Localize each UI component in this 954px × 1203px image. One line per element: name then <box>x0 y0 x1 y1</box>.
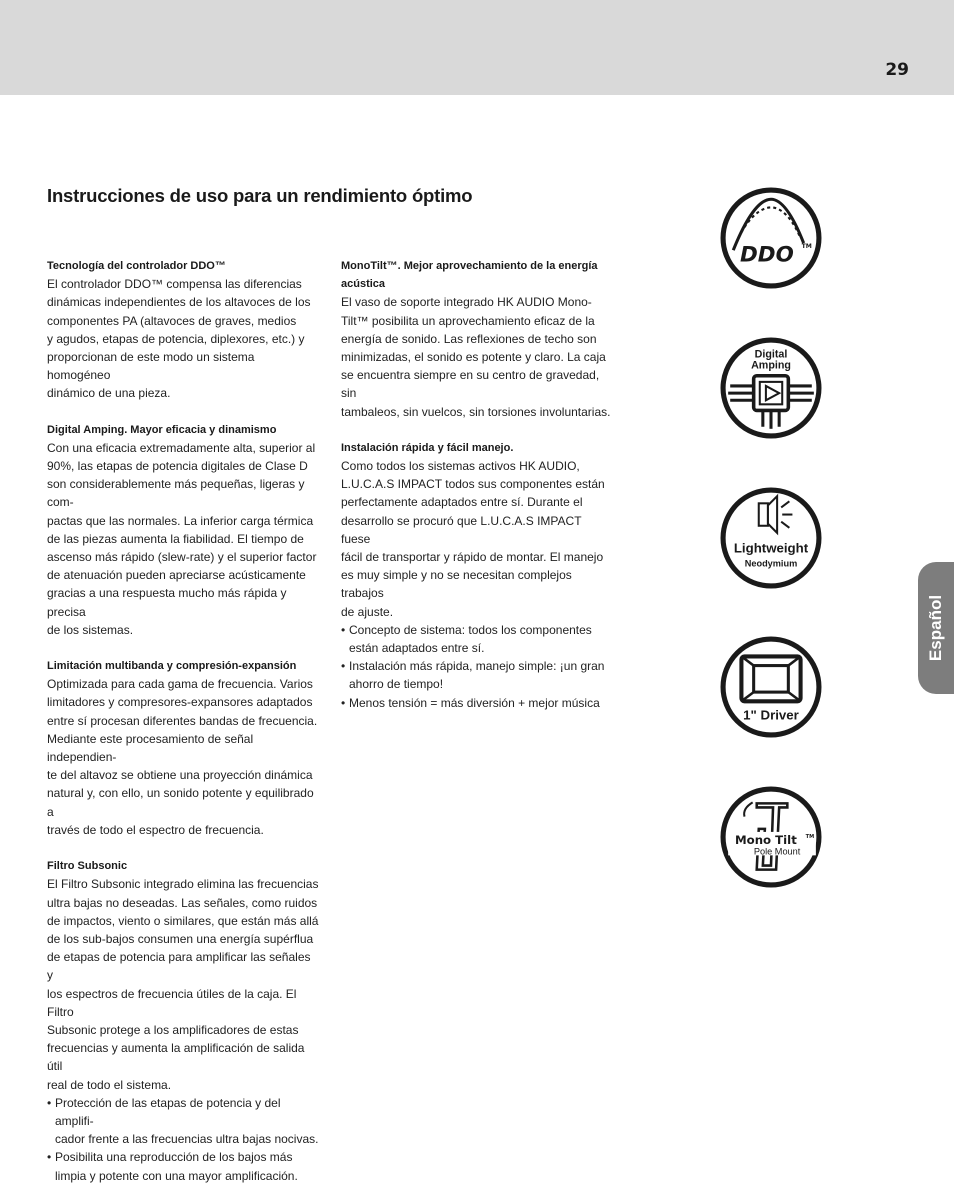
svg-text:TM: TM <box>801 243 812 251</box>
language-tab-label: Español <box>926 594 945 662</box>
page-title: Instrucciones de uso para un rendimiento óptimo <box>47 185 473 206</box>
section-body: Optimizada para cada gama de frecuencia. Varios limitadores y compresores-expansores adaptados entre sí procesan diferentes bandas de frecuencia. Mediante este procesamiento de señal independien- te del altavoz se obtiene una proyección dinámica natural y, con ello, un sonido potente y equilibrado a través de todo el espectro de frecuencia. <box>47 677 318 837</box>
list-item: • Posibilita una reproducción de los bajos más limpia y potente con una mayor amplificación. <box>47 1148 319 1184</box>
language-tab <box>918 562 954 694</box>
bullet-list <box>47 1094 319 1185</box>
svg-text:Amping: Amping <box>751 359 791 372</box>
section-body: Con una eficacia extremadamente alta, superior al 90%, las etapas de potencia digitales de Clase D son considerablemente más pequeñas, ligeras y com- pactas que las normales. La inferior carga térmica de las piezas aumenta la fiabilidad. El tiempo de ascenso más rápido (slew-rate) y el superior factor de atenuación pueden apreciarse acústicamente gracias a una respuesta mucho más rápida y precisa de los sistemas. <box>47 440 317 637</box>
ddo-logo-icon <box>720 187 822 289</box>
section-heading: MonoTilt™. Mejor aprovechamiento de la energía acústica <box>341 260 598 291</box>
section-ddo <box>47 257 319 403</box>
driver-1inch-icon <box>720 636 822 738</box>
left-column <box>47 257 319 1203</box>
section-body: Como todos los sistemas activos HK AUDIO, L.U.C.A.S IMPACT todos sus componentes están perfectamente adaptados entre sí. Durante el desarrollo se procuró que L.U.C.A.S IMPACT fuese fácil de transportar y rápido de montar. El manejo es muy simple y no se necesitan complejos trabajos de ajuste. <box>341 459 605 619</box>
svg-text:TM: TM <box>805 834 815 841</box>
svg-text:Pole Mount: Pole Mount <box>753 846 801 857</box>
page-number: 29 <box>885 60 909 80</box>
section-heading: Limitación multibanda y compresión-expansión <box>47 660 297 673</box>
section-body: El vaso de soporte integrado HK AUDIO Mono- Tilt™ posibilita un aprovechamiento eficaz de la energía de sonido. Las reflexiones de techo son minimizadas, el sonido es potente y claro. La caja se encuentra siempre en su centro de gravedad, sin tambaleos, sin vuelcos, sin torsiones involuntarias. <box>341 295 611 419</box>
section-heading: Digital Amping. Mayor eficacia y dinamismo <box>47 423 277 436</box>
svg-text:Mono Tilt: Mono Tilt <box>734 833 797 848</box>
list-item: • Menos tensión = más diversión + mejor música <box>341 694 613 712</box>
lightweight-neodymium-icon <box>720 487 822 589</box>
section-heading: Filtro Subsonic <box>47 860 128 873</box>
section-quick-install <box>341 439 613 712</box>
section-monotilt <box>341 257 613 421</box>
list-item: • Protección de las etapas de potencia y del amplifi- cador frente a las frecuencias ultra bajas nocivas. <box>47 1094 319 1149</box>
section-body: El Filtro Subsonic integrado elimina las frecuencias ultra bajas no deseadas. Las señales, como ruidos de impactos, viento o similares, que están más allá de los sub-bajos consumen una energía supérflua de etapas de potencia para amplificar las señales y los espectros de frecuencia útiles de la caja. El Filtro Subsonic protege a los amplificadores de estas frecuencias y aumenta la amplificación de salida útil real de todo el sistema. <box>47 877 319 1092</box>
svg-text:Lightweight: Lightweight <box>733 540 809 556</box>
section-heading: Instalación rápida y fácil manejo. <box>341 441 514 454</box>
ddo-logo-text: DDO <box>740 242 794 268</box>
section-heading: Tecnología del controlador DDO™ <box>47 260 226 272</box>
svg-text:Neodymium: Neodymium <box>744 558 798 569</box>
section-digital-amping <box>47 421 319 639</box>
svg-text:Digital: Digital <box>754 348 788 361</box>
mono-tilt-pole-mount-icon <box>720 786 822 888</box>
middle-column <box>341 257 613 730</box>
section-body: El controlador DDO™ compensa las diferencias dinámicas independientes de los altavoces de los componentes PA (altavoces de graves, medios y agudos, etapas de potencia, diplexores, etc.) y proporcionan de este modo un sistema homogéneo dinámico de una pieza. <box>47 277 311 401</box>
svg-text:1" Driver: 1" Driver <box>743 707 799 723</box>
bullet-list <box>341 621 613 712</box>
list-item: • Instalación más rápida, manejo simple: ¡un gran ahorro de tiempo! <box>341 657 613 693</box>
digital-amping-icon <box>720 337 822 439</box>
list-item: • Concepto de sistema: todos los componentes están adaptados entre sí. <box>341 621 613 657</box>
section-multiband-limiter <box>47 657 319 839</box>
header-band <box>0 0 954 95</box>
